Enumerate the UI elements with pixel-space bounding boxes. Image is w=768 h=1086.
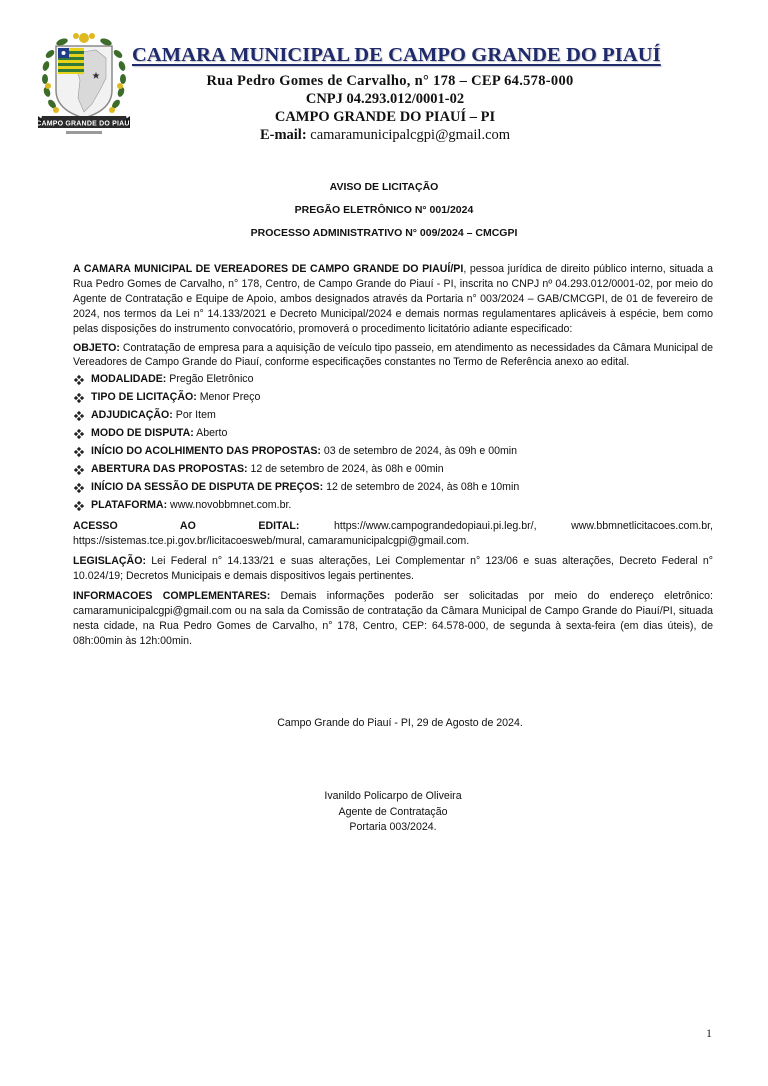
diamond-bullet-icon	[74, 393, 84, 403]
org-address: Rua Pedro Gomes de Carvalho, n° 178 – CEP 64.578-000	[206, 73, 574, 89]
municipal-crest-logo	[36, 24, 132, 142]
org-name-heading: CAMARA MUNICIPAL DE CAMPO GRANDE DO PIAUÍ	[132, 44, 661, 66]
legislacao-paragraph	[73, 554, 713, 584]
item-value: Menor Preço	[196, 391, 261, 404]
item-value: 12 de setembro de 2024, às 08h e 00min	[247, 463, 444, 476]
diamond-bullet-icon	[74, 483, 84, 493]
notice-body	[73, 262, 713, 654]
org-city: CAMPO GRANDE DO PIAUÍ – PI	[274, 109, 496, 125]
legislacao-label: LEGISLAÇÃO:	[73, 555, 146, 568]
list-item-abertura-propostas	[73, 460, 713, 478]
intro-paragraph	[73, 262, 713, 337]
legislacao-text: Lei Federal n° 14.133/21 e suas alterações, Lei Complementar n° 123/06 e suas alterações, Decreto Federal n° 10.024/19; Decretos Municipais e demais dispositivos legais pertinentes.	[73, 555, 713, 583]
diamond-bullet-icon	[74, 429, 84, 439]
place-date: Campo Grande do Piauí - PI, 29 de Agosto de 2024.	[277, 717, 523, 729]
acesso-label: ACESSO AO EDITAL:	[73, 520, 300, 533]
processo-number: PROCESSO ADMINISTRATIVO N° 009/2024 – CMCGPI	[250, 227, 518, 239]
diamond-bullet-icon	[74, 447, 84, 457]
list-item-modalidade	[73, 370, 713, 388]
objeto-text: Contratação de empresa para a aquisição de veículo tipo passeio, em atendimento as necessidades da Câmara Municipal de Vereadores de Campo Grande do Piauí, conforme especificações constantes no Termo de Referência anexo ao edital.	[73, 341, 713, 369]
org-cnpj: CNPJ 04.293.012/0001-02	[305, 91, 465, 107]
informacoes-text: Demais informações poderão ser solicitadas por meio do endereço eletrônico: camaramunicipalcgpi@gmail.com ou na sala da Comissão de contratação da Câmara Municipal de Campo Grande do Piauí/PI, situada nesta cidade, na Rua Pedro Gomes de Carvalho, n° 178, Centro, CEP: 64.578-000, de segunda à sexta-feira (em dias úteis), de 08h:00min às 12h:00min.	[73, 589, 713, 647]
informacoes-paragraph	[73, 589, 713, 649]
list-item-adjudicacao	[73, 406, 713, 424]
org-contact-block	[130, 72, 640, 144]
diamond-bullet-icon	[74, 465, 84, 475]
pregao-number: PREGÃO ELETRÔNICO N° 001/2024	[294, 204, 474, 216]
page-number: 1	[706, 1026, 712, 1040]
item-value: Aberto	[193, 427, 228, 440]
item-value: Pregão Eletrônico	[166, 373, 254, 386]
item-value: Por Item	[172, 409, 216, 422]
signature-block	[0, 789, 768, 836]
item-label: INÍCIO DA SESSÃO DE DISPUTA DE PREÇOS:	[91, 481, 324, 494]
item-value: www.novobbmnet.com.br.	[167, 499, 292, 512]
item-label: PLATAFORMA:	[91, 499, 168, 512]
list-item-inicio-sessao	[73, 478, 713, 496]
item-label: ABERTURA DAS PROPOSTAS:	[91, 463, 248, 476]
signer-role: Agente de Contratação	[338, 805, 448, 818]
informacoes-label: INFORMACOES COMPLEMENTARES:	[73, 589, 271, 602]
notice-title: AVISO DE LICITAÇÃO	[329, 181, 439, 193]
intro-entity: A CAMARA MUNICIPAL DE VEREADORES DE CAMPO GRANDE DO PIAUÍ/PI	[73, 263, 464, 275]
signer-name: Ivanildo Policarpo de Oliveira	[324, 790, 462, 802]
list-item-plataforma	[73, 496, 713, 514]
diamond-bullet-icon	[74, 501, 84, 511]
item-value: 03 de setembro de 2024, às 09h e 00min	[320, 445, 518, 458]
signer-portaria: Portaria 003/2024.	[349, 821, 437, 833]
objeto-label: OBJETO:	[73, 341, 120, 354]
item-label: INÍCIO DO ACOLHIMENTO DAS PROPOSTAS:	[91, 445, 321, 458]
item-label: ADJUDICAÇÃO:	[91, 409, 173, 422]
org-email-line	[130, 126, 640, 144]
item-value: 12 de setembro de 2024, às 08h e 10min	[323, 481, 520, 494]
diamond-bullet-icon	[74, 375, 84, 385]
list-item-tipo-licitacao	[73, 388, 713, 406]
acesso-links: https://www.campograndedopiaui.pi.leg.br/, www.bbmnetlicitacoes.com.br, https://sistemas.tce.pi.gov.br/licitacoesweb/mural, camaramunicipalcgpi@gmail.com.	[73, 520, 713, 548]
item-label: MODALIDADE:	[91, 373, 167, 386]
objeto-paragraph	[73, 341, 713, 371]
item-label: MODO DE DISPUTA:	[91, 427, 194, 440]
coat-of-arms-icon	[36, 24, 132, 142]
intro-text: , pessoa jurídica de direito público interno, situada a Rua Pedro Gomes de Carvalho, n° 178, Centro, de Campo Grande do Piauí - PI, inscrita no CNPJ nº 04.293.012/0001-02, por meio do Agente de Contratação e Equipe de Apoio, ambos designados através da Portaria n° 003/2024 – GAB/CMCGPI, de 01 de fevereiro de 2024, nos termos da Lei n° 14.133/2021 e Decreto Municipal/2024 e demais normas regulamentares aplicáveis à espécie, bem como pelas disposições do instrumento convocatório, promoverá o procedimento licitatório adiante especificado:	[73, 263, 714, 335]
acesso-edital-paragraph	[73, 519, 713, 549]
diamond-bullet-icon	[74, 411, 84, 421]
email-value: camaramunicipalcgpi@gmail.com	[310, 127, 511, 143]
list-item-inicio-acolhimento	[73, 442, 713, 460]
notice-titles	[0, 176, 768, 245]
svg-text:CAMPO GRANDE DO PIAUÍ: CAMPO GRANDE DO PIAUÍ	[36, 120, 132, 128]
list-item-modo-disputa	[73, 424, 713, 442]
item-label: TIPO DE LICITAÇÃO:	[91, 391, 197, 404]
details-list	[73, 370, 713, 514]
email-label: E-mail:	[259, 127, 307, 143]
